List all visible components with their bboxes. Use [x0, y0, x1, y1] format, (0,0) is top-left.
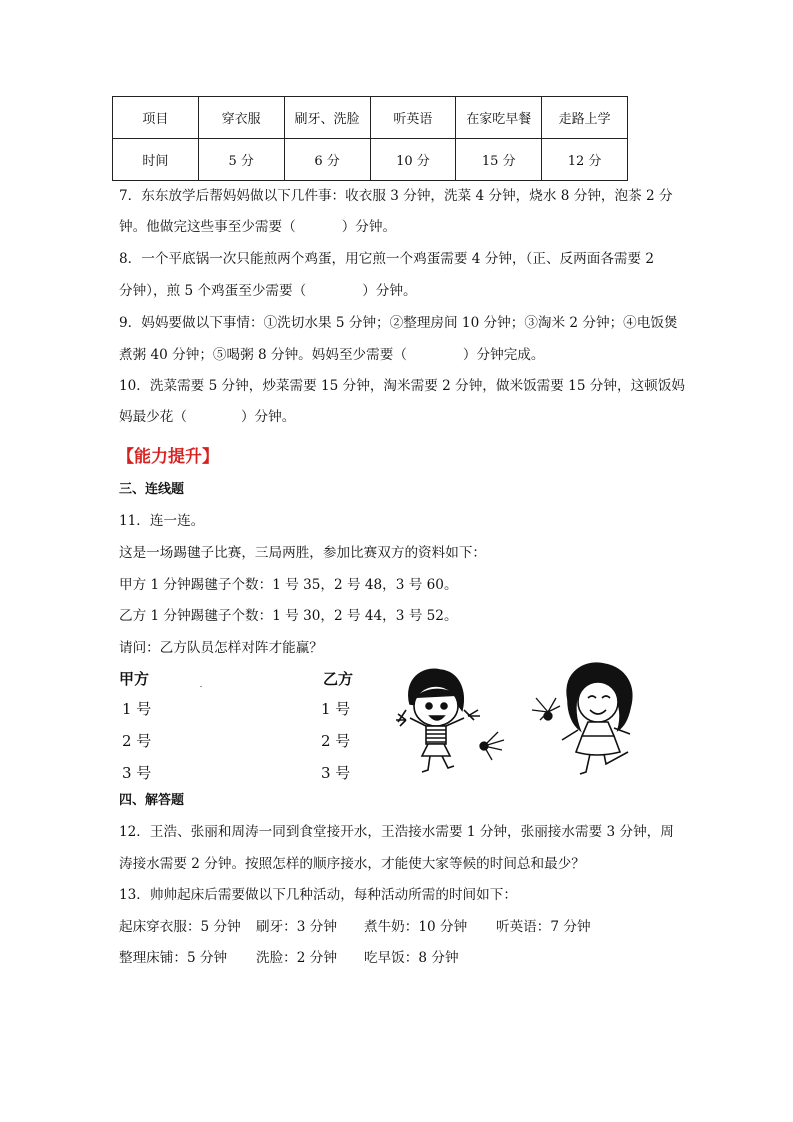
q9-text-b: ）分钟完成。 — [462, 347, 545, 363]
q11-jia-data: 甲方 1 分钟踢毽子个数：1 号 35，2 号 48，3 号 60。 — [119, 577, 458, 593]
team-yi-heading: 乙方 — [323, 670, 354, 688]
q10-line1: 10．洗菜需要 5 分钟，炒菜需要 15 分钟，淘米需要 2 分钟，做米饭需要 15 分钟，这顿饭妈 — [119, 378, 685, 394]
kids-kicking-shuttlecock-illustration — [392, 660, 642, 780]
table-cell: 在家吃早餐 — [456, 97, 542, 139]
activity-item: 吃早饭：8 分钟 — [364, 950, 459, 966]
q7-text-a: 钟。他做完这些事至少需要（ — [119, 219, 296, 235]
q7-text-b: ）分钟。 — [341, 219, 397, 235]
girl-right — [562, 663, 632, 774]
q7-line2 — [119, 221, 396, 235]
shuttlecock-icon — [532, 698, 560, 720]
q8-line1: 8．一个平底锅一次只能煎两个鸡蛋，用它煎一个鸡蛋需要 4 分钟，（正、反两面各需要 2 — [119, 251, 655, 267]
q11-question: 请问：乙方队员怎样对阵才能赢？ — [119, 640, 323, 656]
q9-line2 — [119, 349, 544, 363]
activity-item: 刷牙：3 分钟 — [256, 919, 337, 935]
activity-item: 煮牛奶：10 分钟 — [364, 919, 468, 935]
jia-player-2[interactable]: 2 号 — [122, 732, 152, 750]
section-3-heading: 三、连线题 — [119, 482, 185, 497]
table-cell: 穿衣服 — [198, 97, 284, 139]
activity-item: 整理床铺：5 分钟 — [119, 950, 228, 966]
q9-text-a: 煮粥 40 分钟；⑤喝粥 8 分钟。妈妈至少需要（ — [119, 347, 407, 363]
table-cell: 听英语 — [370, 97, 456, 139]
q9-line1: 9．妈妈要做以下事情：①洗切水果 5 分钟；②整理房间 10 分钟；③淘米 2 分钟；④电饭煲 — [119, 315, 678, 331]
q12-line2: 涛接水需要 2 分钟。按照怎样的顺序接水，才能使大家等候的时间总和最少？ — [119, 856, 585, 872]
q10-line2 — [119, 411, 295, 425]
table-cell: 6 分 — [284, 139, 370, 181]
ability-heading: 【能力提升】 — [117, 447, 219, 467]
table-cell: 项目 — [113, 97, 199, 139]
activity-item: 起床穿衣服：5 分钟 — [119, 919, 241, 935]
table-cell: 5 分 — [198, 139, 284, 181]
section-4-heading: 四、解答题 — [119, 793, 185, 808]
table-cell: 走路上学 — [542, 97, 628, 139]
connection-dot — [200, 686, 202, 687]
q8-line2 — [119, 285, 417, 299]
table-row — [113, 97, 628, 139]
q11-title: 11．连一连。 — [119, 513, 205, 529]
table-cell: 10 分 — [370, 139, 456, 181]
table-cell: 时间 — [113, 139, 199, 181]
q8-text-b: ）分钟。 — [362, 283, 417, 299]
yi-player-3[interactable]: 3 号 — [321, 764, 351, 782]
jia-player-3[interactable]: 3 号 — [122, 764, 152, 782]
q13-line1: 13．帅帅起床后需要做以下几种活动，每种活动所需的时间如下： — [119, 887, 517, 903]
table-cell: 12 分 — [542, 139, 628, 181]
yi-player-2[interactable]: 2 号 — [321, 732, 351, 750]
activity-item: 洗脸：2 分钟 — [256, 950, 337, 966]
table-cell: 15 分 — [456, 139, 542, 181]
q12-line1: 12．王浩、张丽和周涛一同到食堂接开水，王浩接水需要 1 分钟，张丽接水需要 3 分钟，周 — [119, 824, 674, 840]
yi-player-1[interactable]: 1 号 — [321, 700, 351, 718]
table-row — [113, 139, 628, 181]
jia-player-1[interactable]: 1 号 — [122, 700, 152, 718]
q7-line1: 7．东东放学后帮妈妈做以下几件事：收衣服 3 分钟，洗菜 4 分钟，烧水 8 分钟，泡茶 2 分 — [119, 188, 673, 204]
shuttlecock-icon — [480, 732, 504, 760]
q10-text-a: 妈最少花（ — [119, 409, 187, 425]
activity-item: 听英语：7 分钟 — [496, 919, 591, 935]
schedule-table — [112, 96, 628, 181]
q11-yi-data: 乙方 1 分钟踢毽子个数：1 号 30，2 号 44，3 号 52。 — [119, 608, 458, 624]
team-jia-heading: 甲方 — [119, 670, 150, 688]
q11-intro: 这是一场踢毽子比赛，三局两胜，参加比赛双方的资料如下： — [119, 545, 487, 561]
q8-text-a: 分钟），煎 5 个鸡蛋至少需要（ — [119, 283, 307, 299]
table-cell: 刷牙、洗脸 — [284, 97, 370, 139]
q10-text-b: ）分钟。 — [240, 409, 296, 425]
girl-left — [396, 669, 480, 772]
